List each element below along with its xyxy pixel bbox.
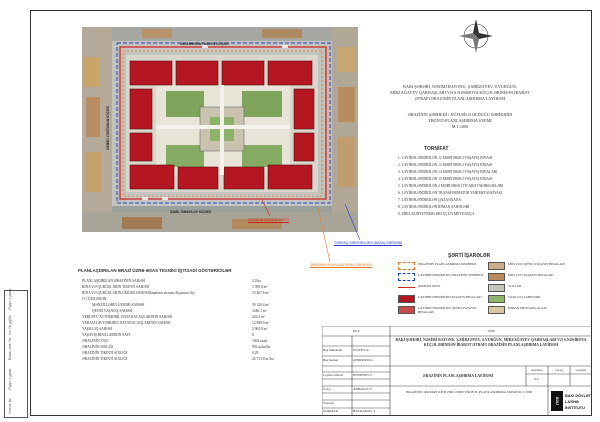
legend-swatch-red-line: [398, 287, 415, 289]
project-title: BAKI ŞƏHƏRİ, NƏSİMİ RAYONU, Ş.MİRZƏYEV, S.VURĞUN, MİRZAĞAYEV QARDAŞLARI VƏ S.NƏSİBOVA KÜÇƏLƏRİNDƏN İBARƏT ƏTRAFI ƏRAZİNİN PLANLAŞDIRMA LAYİHƏSİ: [390, 84, 530, 101]
title-block-name: BAYRAMOV T.: [353, 409, 376, 413]
callout-blue-line: TORPAQ SƏRHƏDLƏRİ (BAZA) SƏRHƏDİ: [334, 241, 403, 245]
legend-label: LAYİHƏLƏNDİRİLƏN YAŞAYIŞ BİNALARI: [418, 295, 482, 299]
legend-swatch-residential: [398, 295, 415, 303]
tornifat-item: 1. LAYİHƏLƏNDİRİLƏN 12 MƏRTƏBƏLİ YAŞAYIŞ BİNASI: [398, 156, 493, 160]
indicator-label: YERALTI AVTOMOBİL DAYANACAQLARININ SAHƏSİ: [82, 321, 171, 325]
indicator-value: 50 126.4 m²: [252, 303, 270, 307]
legend-heading: ŞƏRTİ İŞARƏLƏR: [448, 253, 491, 259]
indicator-label: PLANLAŞDIRILAN ƏRAZİNİN SAHƏSİ: [82, 279, 146, 283]
legend-label: QIRMIZI XƏTT: [418, 284, 441, 288]
tornifat-item: 6. LAYİHƏLƏNDİRİLƏN TRANSFORMATOR YARIMSTANSİYASI: [398, 191, 502, 195]
title-block-sheet-code: 5368: [487, 329, 495, 333]
legend-swatch-planning-boundary: [398, 262, 415, 270]
indicator-label: BİNA VƏ QURĞULARIN TİKİNTİ SAHƏSİ: [82, 285, 150, 289]
legend-label: YAŞILLIQ SAHƏLƏRİ: [508, 295, 541, 299]
indicator-value: 3346.1 m²: [252, 309, 267, 313]
callout-orange-line: ƏRAZİNİN PLANLAŞDIRMA SƏRHƏDİ: [310, 263, 372, 267]
title-block-drawing-name: ƏRAZİNİN QIRMIZI XƏTLƏRİ ÜZRƏ TİKİNTİ-PLANLAŞDIRMA SXEMİ M 1:1000: [405, 390, 533, 394]
indicator-value: 902 nəfər/ha: [252, 345, 271, 349]
title-block-role: Baş mühəndis: [323, 348, 343, 352]
title-block-role: Baş memar: [323, 358, 339, 362]
legend-label: MÖVCUD YAŞAYIŞ BİNALARI: [508, 273, 554, 277]
side-stamp-1: İnvent. №: [8, 398, 12, 414]
indicator-label: ƏRAZİNİN TİKİNTİ SIXLIĞI: [82, 357, 128, 361]
legend-label: ƏRAZİNİN PLANLAŞDIRMA SƏRHƏDİ: [418, 262, 476, 266]
indicator-value: 2 962.9 m²: [252, 327, 268, 331]
legend-swatch-non-residential: [398, 306, 415, 314]
street-label-left: SƏMƏD VURĞUNUN KÜÇƏSİ: [106, 105, 110, 150]
title-block-role: Yoxladı: [323, 401, 334, 405]
org-name: BAKI DÖVLƏT LAYİHƏ İNSTİTUTU: [565, 394, 591, 410]
indicator-value: 12 980.0 m²: [252, 321, 270, 325]
legend-label: LAYİHƏLƏNDİRİLƏN ƏRAZİNİN SƏRHƏDİ: [418, 273, 483, 277]
indicator-value: 8: [252, 333, 254, 337]
indicator-label: YAŞILLIQ SAHƏSİ: [82, 327, 113, 331]
title-block-year: 2016: [352, 329, 360, 333]
title-block-role: Layihə rəhbəri: [323, 373, 343, 377]
tornifat-item: 5. LAYİHƏLƏNDİRİLƏN 2 MƏRTƏBƏLİ TİCARƏT MƏRKƏZLƏRİ: [398, 184, 504, 188]
indicator-label: YAŞAYIŞ BİNALARININ SAYI: [82, 333, 131, 337]
indicator-value: 26 733.8 m²/ha: [252, 357, 274, 361]
side-stamp-3: Взам. инв. №: [8, 337, 12, 360]
indicator-label: ƏHALİNİN SAYI: [82, 339, 109, 343]
tornifat-item: 4. LAYİHƏLƏNDİRİLƏN 15 MƏRTƏBƏLİ YAŞAYIŞ BİNASI: [398, 177, 493, 181]
title-block-name: QƏDİROVA C.: [353, 358, 375, 362]
callout-red-line: ƏTRAFIN QIRMIZI XƏTTİ: [248, 218, 289, 222]
indicator-label: ƏHALİNİN SIXLIĞI: [82, 345, 114, 349]
drawing-title: ƏRAZİNİN ŞƏRHEDİ / XÜSUSİLƏ OLDUĞU SƏRHƏDİN TİKİNTİ-PLANLAŞDIRMA SXEMİ: [407, 112, 513, 123]
tornifat-item: 9. ZİBİL KONTEYNERLƏRİ ÜÇÜN MEYDANÇA: [398, 212, 475, 216]
title-block-role: NORMAK: [323, 409, 339, 413]
side-stamp-2: Подп. и дата: [8, 368, 12, 390]
tornifat-item: 3. LAYİHƏLƏNDİRİLƏN 14 MƏRTƏBƏLİ YAŞAYIŞ BİNALARI: [398, 170, 498, 174]
title-block-role: İcraçı: [323, 387, 331, 391]
title-block-stage-header: mərhələ: [531, 368, 543, 372]
title-block-name: HƏSƏNOV F.: [353, 373, 373, 377]
tornifat-item: 8. LAYİHƏLƏNDİRİLƏN İDMAN SAHƏLƏRİ: [398, 205, 470, 209]
title-block-stage-value: P.L.: [534, 377, 540, 381]
tornifat-heading: TORNİFAT: [424, 146, 449, 152]
indicator-value: 0.29: [252, 351, 259, 355]
legend-swatch-green: [488, 295, 505, 303]
side-stamp-5: Подп. и дата: [8, 288, 12, 310]
street-label-top: SƏLAHƏDDİN YAŞAYIŞ KÜÇƏSİ: [180, 42, 229, 46]
indicator-label: ƏRAZİNİN TİKİNTİ SIXLIĞI: [82, 351, 128, 355]
title-block-stage-header: vərəq: [555, 368, 563, 372]
title-block: [322, 326, 592, 416]
title-block-project-name: BAKI ŞƏHƏRİ, NƏSİMİ RAYONU, Ş.MİRZƏYEV, S.VURĞUN, MİRZAĞAYEV QARDAŞLARI VƏ S.NƏSİBOVA KÜÇƏLƏRİNDƏN İBARƏT ƏTRAFI ƏRAZİNİN PLANLAŞDIRMA LAYİHƏSİ: [395, 338, 587, 348]
legend-box: [398, 262, 574, 322]
legend-label: LAYİHƏLƏNDİRİLƏN QEYRİ-YAŞAYIŞ BİNALARI: [418, 306, 477, 314]
compass-rose-icon: [458, 18, 494, 54]
indicator-label: BİNA VƏ QURĞULARIN ÜMUMİ SAHƏSİ(binaların zirzəmi döşəməsi ilə): [82, 291, 195, 295]
legend-swatch-existing-non-res: [488, 262, 505, 270]
tornifat-item: 2. LAYİHƏLƏNDİRİLƏN 13 MƏRTƏBƏLİ YAŞAYIŞ BİNASI: [398, 163, 493, 167]
legend-label: İDMAN MEYDANÇALARI: [508, 306, 547, 310]
legend-swatch-sport: [488, 306, 505, 314]
title-block-name: ABBASOV C.: [353, 387, 374, 391]
legend-swatch-existing-res: [488, 273, 505, 281]
indicator-label: MƏNZİLLƏRİN ÜMUMİ SAHƏSİ: [92, 303, 145, 307]
indicator-label: YERÜSTÜ AVTOMOBİL DAYANACAQLARININ SAHƏSİ: [82, 315, 173, 319]
tornifat-item: 7. LAYİHƏLƏNDİRİLƏN QAZANXANA: [398, 198, 462, 202]
indicator-value: 226.5 m²: [252, 315, 265, 319]
drawing-scale: M 1:1000: [451, 124, 469, 129]
legend-swatch-project-boundary: [398, 273, 415, 281]
indicator-label: QEYRİ YAŞAYIŞ SAHƏSİ: [92, 309, 133, 313]
street-label-bottom: ŞAMİL İSMAYILOV KÜÇƏSİ: [170, 210, 212, 214]
indicator-label: O CÜMLƏDƏN:: [82, 297, 108, 301]
legend-label: YOLLAR: [508, 284, 522, 288]
indicator-value: 53 467.6 m²: [252, 291, 270, 295]
indicator-value: 1804 nəfər: [252, 339, 268, 343]
org-logo: BDLİ: [551, 391, 563, 411]
legend-swatch-roads: [488, 284, 505, 292]
indicator-value: 2.0 ha: [252, 279, 261, 283]
side-stamp-4: İnv. № дубл.: [8, 314, 12, 335]
indicators-heading: PLANLAŞDIRILAN ƏRAZİ ÜZRƏ ƏSAS TEXNİKİ İQTİSADİ GÖSTƏRİCİLƏR: [78, 268, 232, 273]
title-block-sheet-title: ƏRAZİNİN PLANLAŞDIRMA LAYİHƏSİ: [422, 374, 494, 378]
indicator-value: 5 399.8 m²: [252, 285, 268, 289]
title-block-stage-header: vərəqlər: [575, 368, 587, 372]
title-block-name: ƏLİYEV R.: [353, 348, 370, 352]
legend-label: MÖVCUD QEYRİ-YAŞAYIŞ BİNALARI: [508, 262, 565, 266]
